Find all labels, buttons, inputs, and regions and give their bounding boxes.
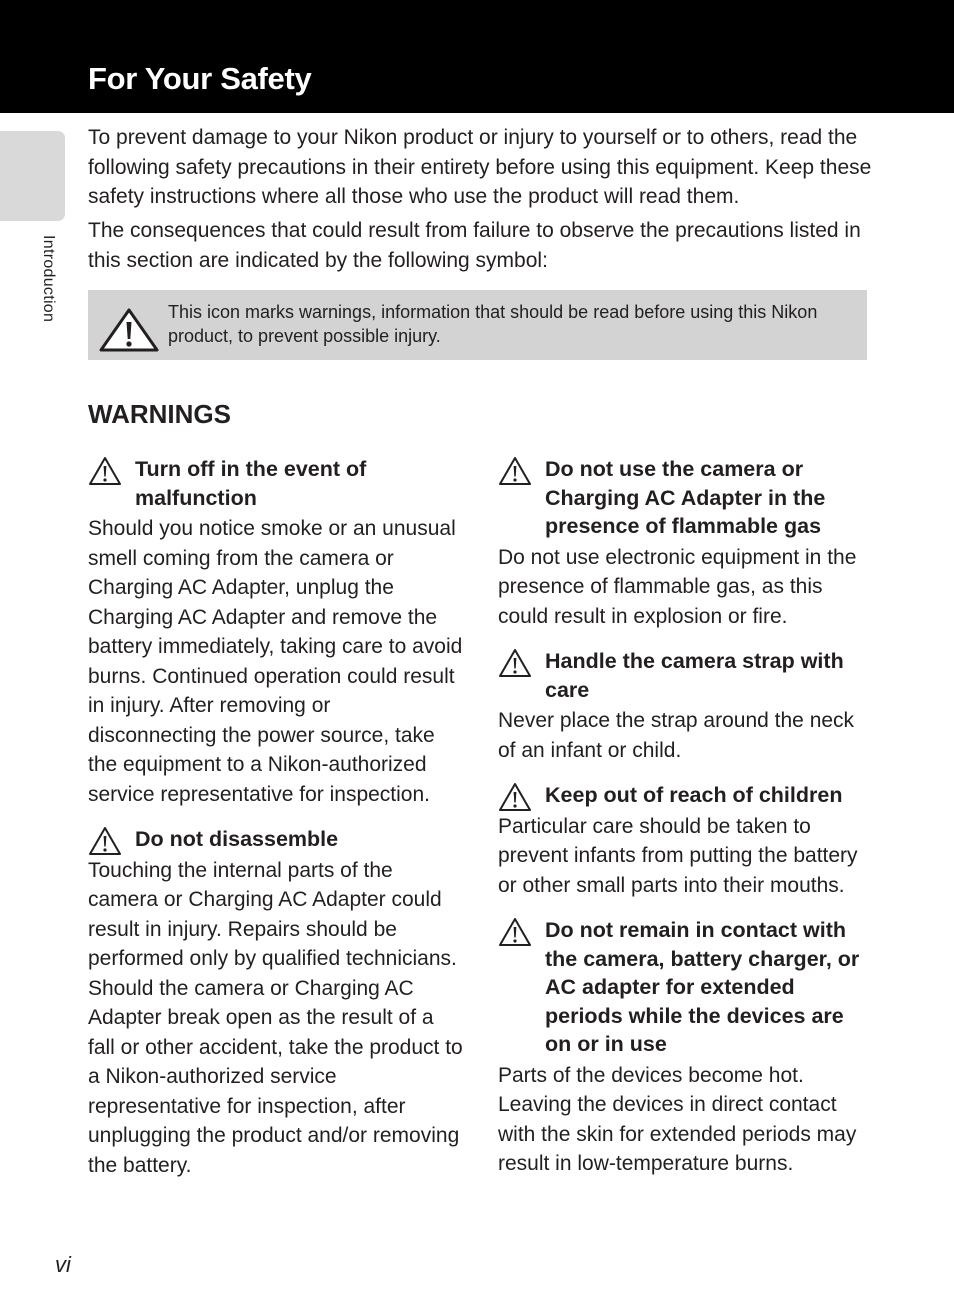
warning-title: Turn off in the event of malfunction xyxy=(135,457,367,510)
warning-body: Do not use electronic equipment in the presence of flammable gas, as this could result in explosion or fire. xyxy=(498,545,857,628)
warning-title: Do not disassemble xyxy=(135,827,339,851)
warning-triangle-icon xyxy=(498,782,532,817)
warning-title: Keep out of reach of children xyxy=(545,783,843,807)
warning-triangle-icon xyxy=(498,917,532,952)
warnings-right-column xyxy=(498,452,868,1179)
note-text: This icon marks warnings, information that should be read before using this Nikon product, to prevent possible injury. xyxy=(168,302,818,346)
warning-title: Do not use the camera or Charging AC Adapter in the presence of flammable gas xyxy=(545,457,826,538)
warning-item xyxy=(498,913,868,1179)
page-number: vi xyxy=(55,1252,71,1277)
warning-title: Handle the camera strap with care xyxy=(545,649,844,702)
warning-title: Do not remain in contact with the camera, battery charger, or AC adapter for extended periods while the devices are on or in use xyxy=(545,918,860,1056)
warning-item xyxy=(498,778,868,900)
warning-triangle-icon xyxy=(98,307,160,358)
warning-body: Particular care should be taken to prevent infants from putting the battery or other small parts into their mouths. xyxy=(498,814,858,897)
section-heading: WARNINGS xyxy=(88,399,231,429)
warning-triangle-icon xyxy=(88,826,122,861)
header-bar xyxy=(0,0,954,113)
warning-item xyxy=(88,452,463,809)
warning-symbol-note xyxy=(88,290,867,360)
warning-triangle-icon xyxy=(88,456,122,491)
warning-triangle-icon xyxy=(498,456,532,491)
warning-item xyxy=(498,452,868,631)
page-title: For Your Safety xyxy=(88,61,312,96)
intro-paragraph-1: To prevent damage to your Nikon product or injury to yourself or to others, read the following safety precautions in their entirety before using this equipment. Keep these safety instructions where all those who use the product will read them. xyxy=(88,126,872,208)
warning-body: Touching the internal parts of the camera or Charging AC Adapter could result in injury. Repairs should be performed only by qualified technicians. Should the camera or Charging AC Adapter break open as the result of a fall or other accident, take the product to a Nikon-authorized service representative for inspection, after unplugging the product and/or removing the battery. xyxy=(88,858,463,1177)
warning-body: Parts of the devices become hot. Leaving the devices in direct contact with the skin for extended periods may result in low-temperature burns. xyxy=(498,1063,857,1175)
warning-item xyxy=(498,644,868,765)
warning-body: Never place the strap around the neck of an infant or child. xyxy=(498,709,855,762)
side-tab-label: Introduction xyxy=(40,235,57,323)
warning-item xyxy=(88,822,463,1180)
warning-triangle-icon xyxy=(498,648,532,683)
warnings-left-column xyxy=(88,452,463,1180)
intro-paragraph-2: The consequences that could result from failure to observe the precautions listed in this section are indicated by the following symbol: xyxy=(88,219,861,272)
side-tab xyxy=(0,131,65,221)
warning-body: Should you notice smoke or an unusual smell coming from the camera or Charging AC Adapter, unplug the Charging AC Adapter and remove the battery immediately, taking care to avoid burns. Continued operation could result in injury. After removing or disconnecting the power source, take the equipment to a Nikon-authorized service representative for inspection. xyxy=(88,517,463,806)
